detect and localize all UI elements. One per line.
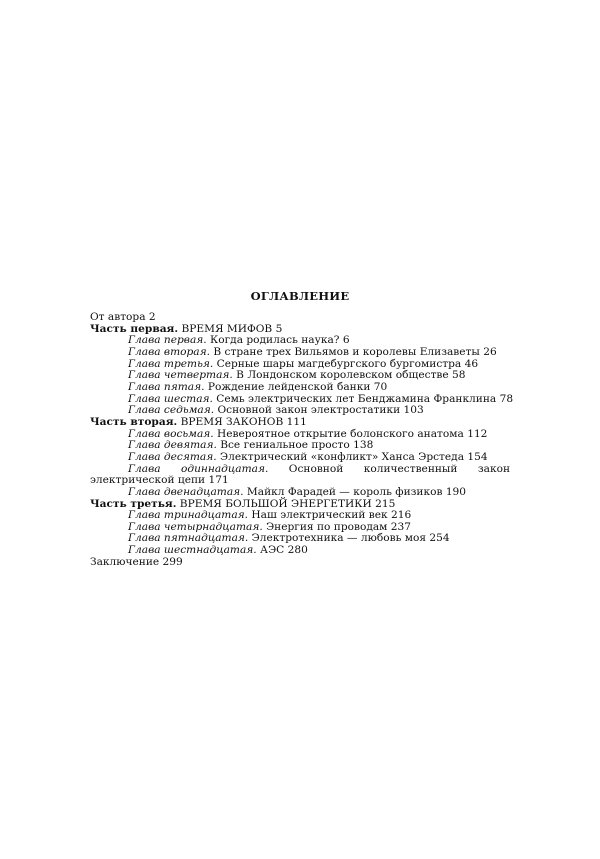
entry-text: От автора xyxy=(90,311,146,323)
entry-page: 190 xyxy=(445,485,467,498)
chapter-label: Глава седьмая. xyxy=(128,404,215,417)
part-title: ВРЕМЯ БОЛЬШОЙ ЭНЕРГЕТИКИ xyxy=(179,497,372,510)
chapter-label: Глава первая. xyxy=(128,334,207,347)
chapter-label: Глава одиннадцатая. xyxy=(128,462,269,475)
part-label: Часть первая. xyxy=(90,322,179,335)
chapter-label: Глава восьмая. xyxy=(128,427,214,440)
chapter-label: Глава четырнадцатая. xyxy=(128,520,263,533)
chapter-title: Основной закон электростатики xyxy=(217,404,401,417)
chapter-label: Глава пятнадцатая. xyxy=(128,532,249,545)
entry-page: 254 xyxy=(429,532,450,545)
chapter-title: Все гениальное просто xyxy=(220,439,350,452)
chapter-label: Глава шестая. xyxy=(128,392,213,405)
part-title: ВРЕМЯ ЗАКОНОВ xyxy=(180,415,284,428)
entry-page: 78 xyxy=(499,392,514,405)
entry-page: 154 xyxy=(467,450,488,463)
entry-page: 112 xyxy=(467,427,488,440)
entry-page: 171 xyxy=(208,474,229,487)
chapter-title: АЭС xyxy=(260,544,285,557)
entry-page: 280 xyxy=(287,544,308,557)
part-title: ВРЕМЯ МИФОВ xyxy=(181,322,273,335)
entry-page: 215 xyxy=(375,497,396,510)
entry-page: 5 xyxy=(275,322,283,335)
entry-page: 138 xyxy=(353,439,374,452)
entry-page: 6 xyxy=(342,334,350,347)
chapter-label: Глава девятая. xyxy=(128,439,217,452)
chapter-label: Глава вторая. xyxy=(128,345,210,358)
entry-page: 26 xyxy=(483,345,497,358)
part-label: Часть вторая. xyxy=(90,415,178,428)
entry-page: 58 xyxy=(452,369,466,382)
chapter-title: Майкл Фарадей — король физиков xyxy=(246,485,443,498)
toc-entry-chapter-wrapped xyxy=(90,464,510,487)
entry-text: Заключение xyxy=(90,555,160,568)
chapter-title: Электротехника — любовь моя xyxy=(251,532,427,545)
entry-page: 111 xyxy=(286,415,307,428)
page-title: ОГЛАВЛЕНИЕ xyxy=(250,289,350,303)
chapter-label: Глава тринадцатая. xyxy=(128,509,249,522)
entry-page: 216 xyxy=(391,509,412,522)
chapter-label: Глава пятая. xyxy=(128,380,205,393)
chapter-title: Рождение лейденской банки xyxy=(207,380,371,393)
chapter-label: Глава двенадцатая. xyxy=(128,485,244,498)
chapter-title: Когда родилась наука? xyxy=(210,334,340,347)
chapter-title: Серные шары магдебургского бургомистра xyxy=(216,357,462,370)
chapter-title: В стране трех Вильямов и королевы Елизаветы xyxy=(213,345,480,358)
entry-page: 2 xyxy=(148,311,156,323)
chapter-title: Основной количественный закон электрической цепи xyxy=(90,462,511,487)
entry-page: 46 xyxy=(464,357,479,370)
chapter-title: В Лондонском королевском обществе xyxy=(236,369,449,382)
chapter-label: Глава третья. xyxy=(128,357,214,370)
chapter-title: Электрический «конфликт» Ханса Эрстеда xyxy=(219,450,465,463)
table-of-contents xyxy=(90,311,514,568)
entry-page: 299 xyxy=(162,555,183,568)
part-label: Часть третья. xyxy=(90,497,177,510)
chapter-label: Глава десятая. xyxy=(128,450,217,463)
entry-page: 103 xyxy=(403,404,424,417)
chapter-label: Глава шестнадцатая. xyxy=(128,544,257,557)
toc-entry-front xyxy=(90,557,510,569)
chapter-title: Семь электрических лет Бенджамина Франклина xyxy=(216,392,497,405)
entry-page: 237 xyxy=(390,520,412,533)
chapter-title: Энергия по проводам xyxy=(266,520,388,533)
chapter-title: Невероятное открытие болонского анатома xyxy=(217,427,464,440)
entry-page: 70 xyxy=(373,380,388,393)
chapter-title: Наш электрический век xyxy=(251,509,388,522)
chapter-label: Глава четвертая. xyxy=(128,369,233,382)
